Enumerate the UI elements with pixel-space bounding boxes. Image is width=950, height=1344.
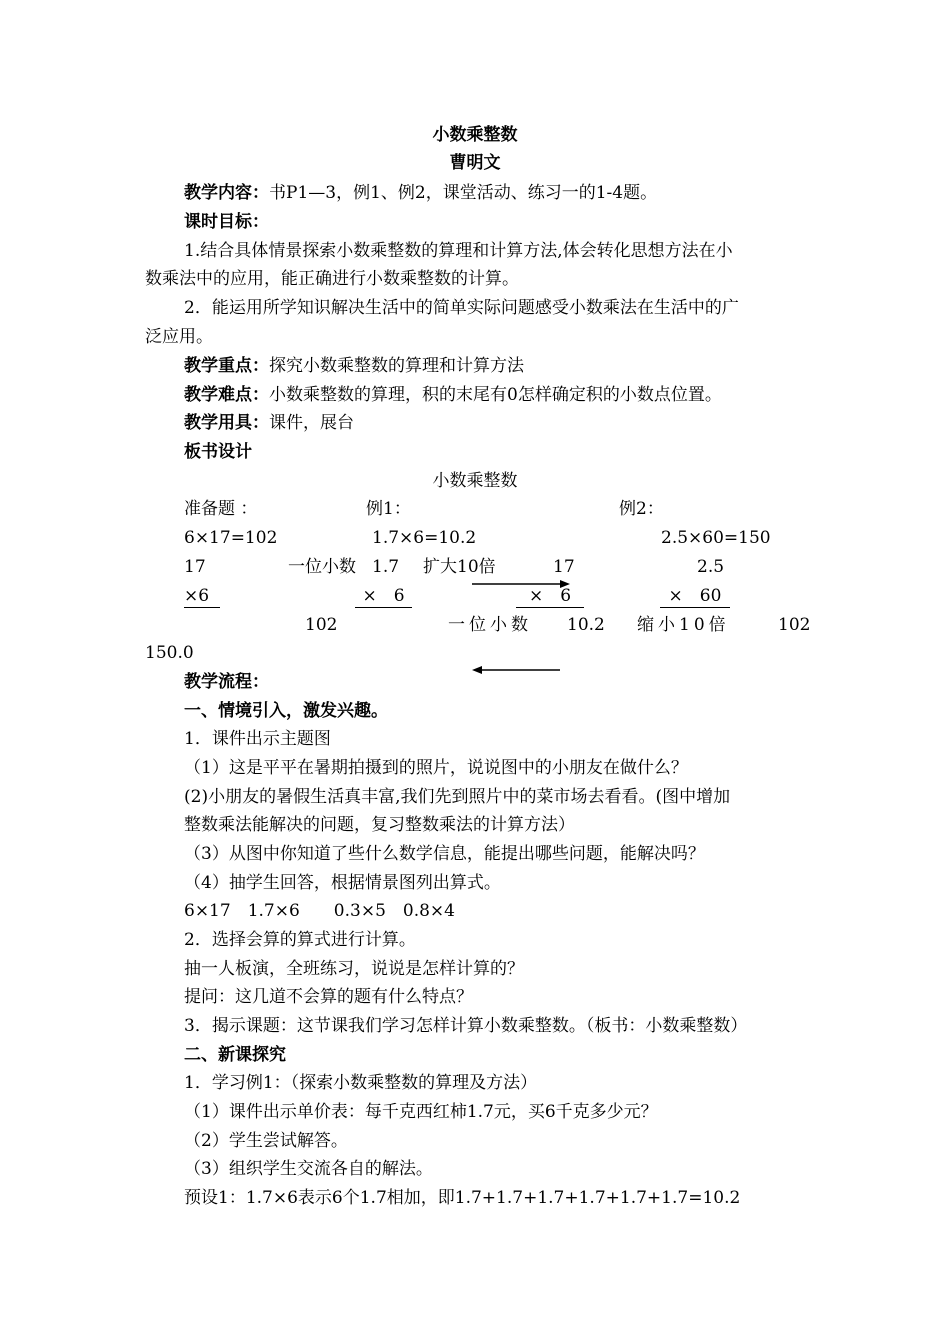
board-eq-ex1: 1.7×6=10.2 (372, 528, 477, 548)
flow-label: 教学流程： (184, 672, 269, 692)
section-2-item-1c: （3）组织学生交流各自的解法。 (184, 1159, 433, 1179)
board-prep: 准备题 ： (184, 499, 258, 519)
content-line (184, 182, 657, 204)
objective-2-line-2: 泛应用。 (145, 327, 213, 347)
difficulty-text: 小数乘整数的算理，积的末尾有0怎样确定积的小数点位置。 (269, 385, 722, 405)
board-eq-prep: 6×17=102 (184, 528, 278, 548)
section-1-item-2a: 抽一人板演，全班练习，说说是怎样计算的？ (184, 959, 524, 979)
board-2-5: 2.5 (697, 557, 725, 577)
section-2-item-1: 1．学习例1：（探索小数乘整数的算理及方法） (184, 1073, 538, 1093)
section-1-item-1b-line-2: 整数乘法能解决的问题，复习整数乘法的计算方法） (184, 815, 575, 835)
section-1-item-1d: （4）抽学生回答，根据情景图列出算式。 (184, 873, 501, 893)
objective-2-line-1: 2．能运用所学知识解决生活中的简单实际问题感受小数乘法在生活中的广 (184, 298, 739, 318)
left-arrow-icon (472, 664, 562, 676)
key-point-line (184, 355, 524, 377)
section-1-item-1a: （1）这是平平在暑期拍摄到的照片，说说图中的小朋友在做什么？ (184, 758, 688, 778)
board-times-6-a: ×6 (184, 585, 220, 608)
section-1-item-2b: 提问：这几道不会算的题有什么特点？ (184, 987, 473, 1007)
board-times-6-c: × 6 (516, 585, 584, 608)
objectives-label: 课时目标： (184, 212, 269, 232)
board-result-150-0: 150.0 (145, 643, 194, 663)
section-1-item-1: 1．课件出示主题图 (184, 729, 331, 749)
board-one-decimal-a: 一位小数 (288, 557, 356, 577)
content-text: 书P1—3，例1、例2，课堂活动、练习一的1-4题。 (269, 183, 658, 203)
board-eq-ex2: 2.5×60=150 (661, 528, 771, 548)
board-label: 板书设计 (184, 442, 252, 462)
board-enlarge: 扩大10倍 (423, 557, 496, 577)
section-1-item-2: 2．选择会算的算式进行计算。 (184, 930, 416, 950)
expressions: 6×17 1.7×6 0.3×5 0.8×4 (184, 901, 455, 921)
content-label: 教学内容： (184, 183, 269, 203)
section-1-item-3: 3．揭示课题：这节课我们学习怎样计算小数乘整数。（板书：小数乘整数） (184, 1016, 748, 1036)
board-times-6-b: × 6 (355, 585, 412, 608)
objective-1-line-1: 1.结合具体情景探索小数乘整数的算理和计算方法,体会转化思想方法在小 (184, 241, 733, 261)
page-title: 小数乘整数 (432, 125, 518, 145)
board-17-b: 17 (553, 557, 575, 577)
board-times-60: × 60 (660, 585, 730, 608)
board-example-2: 例2： (619, 499, 664, 519)
key-point-label: 教学重点： (184, 356, 269, 376)
section-1-item-1c: （3）从图中你知道了些什么数学信息，能提出哪些问题，能解决吗？ (184, 844, 705, 864)
tools-line (184, 412, 354, 434)
tools-text: 课件，展台 (269, 413, 354, 433)
section-1-item-1b-line-1: (2)小朋友的暑假生活真丰富,我们先到照片中的菜市场去看看。(图中增加 (184, 787, 731, 807)
board-1-7: 1.7 (372, 557, 400, 577)
key-point-text: 探究小数乘整数的算理和计算方法 (269, 356, 524, 376)
board-17-a: 17 (184, 557, 206, 577)
difficulty-label: 教学难点： (184, 385, 269, 405)
board-result-102-a: 102 (305, 615, 338, 635)
section-2-item-1b: （2）学生尝试解答。 (184, 1131, 348, 1151)
board-one-decimal-b: 一位小数 (448, 615, 532, 635)
tools-label: 教学用具： (184, 413, 269, 433)
author: 曹明文 (449, 153, 501, 173)
objective-1-line-2: 数乘法中的应用，能正确进行小数乘整数的计算。 (145, 269, 519, 289)
difficulty-line (184, 384, 722, 406)
board-result-10-2: 10.2 (567, 615, 605, 635)
section-2-item-1d: 预设1：1.7×6表示6个1.7相加，即1.7+1.7+1.7+1.7+1.7+1.7=10.2 (184, 1188, 741, 1208)
board-shrink: 缩小10倍 (637, 615, 730, 635)
section-2-item-1a: （1）课件出示单价表：每千克西红柿1.7元，买6千克多少元？ (184, 1102, 658, 1122)
section-2-heading: 二、新课探究 (184, 1045, 286, 1065)
board-title: 小数乘整数 (432, 471, 518, 491)
board-result-102-b: 102 (778, 615, 811, 635)
section-1-heading: 一、情境引入，激发兴趣。 (184, 701, 388, 721)
board-example-1: 例1： (366, 499, 411, 519)
